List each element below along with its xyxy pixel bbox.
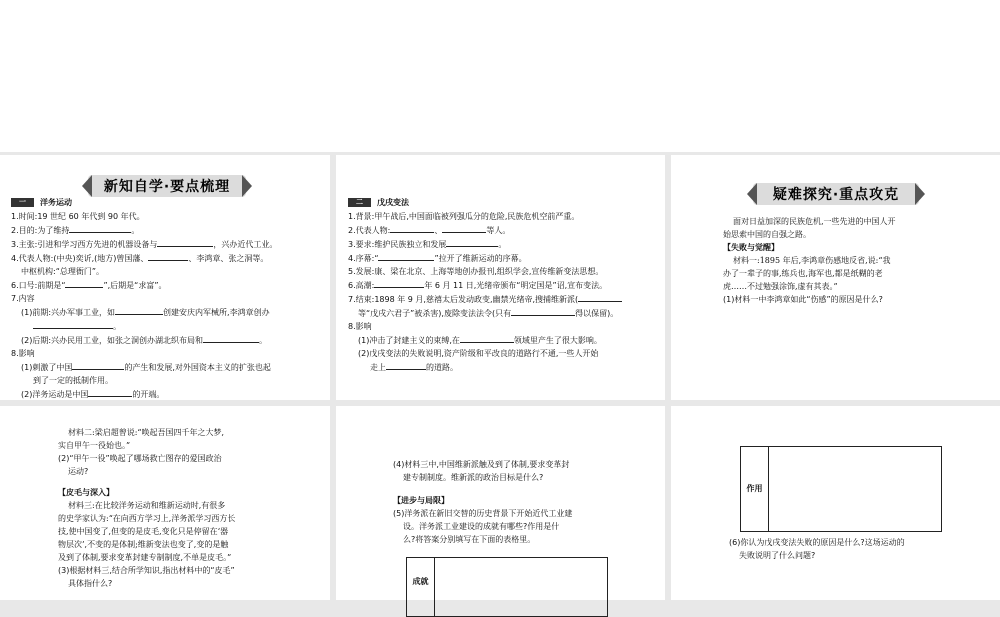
material-line: 实自甲午一役始也。” xyxy=(58,441,131,450)
question-line: (3)根据材料三,结合所学知识,指出材料中的“皮毛” xyxy=(58,566,235,575)
text-block xyxy=(11,210,323,400)
answer-blank[interactable] xyxy=(390,223,434,233)
answer-blank[interactable] xyxy=(374,278,424,288)
material-line: 材料一:1895 年后,李鸿章伤感地反省,说:“我 xyxy=(733,256,891,265)
question-line: (2)“甲午一役”唤起了哪场救亡图存的爱国政治 xyxy=(58,454,222,463)
text-block xyxy=(348,210,658,374)
banner-title: 新知自学·要点梳理 xyxy=(103,179,231,195)
text-line: 中枢机构:“总理衙门”。 xyxy=(21,267,104,276)
intro-line: 始思索中国的自强之路。 xyxy=(723,230,811,239)
material-line: 及到了体制,要求变革封建专制制度,不单是皮毛。” xyxy=(58,553,232,562)
answer-blank[interactable] xyxy=(511,306,575,316)
text-line: 到了一定的抵制作用。 xyxy=(33,376,113,385)
material-line: 技,使中国变了,但变的是皮毛,变化只是停留在‘器 xyxy=(58,527,229,536)
answer-blank[interactable] xyxy=(65,278,103,288)
text-line: 6.口号:前期是“ ”,后期是“求富”。 xyxy=(11,278,323,292)
answer-blank[interactable] xyxy=(148,251,188,261)
section-title: 戊戌变法 xyxy=(377,198,409,207)
banner-left-cap xyxy=(82,175,92,197)
section-number: 二 xyxy=(348,198,371,207)
answer-blank[interactable] xyxy=(446,237,498,247)
text-line: 1.时间:19 世纪 60 年代到 90 年代。 xyxy=(11,212,145,221)
text-line: 7.内容 xyxy=(11,294,35,303)
spacer xyxy=(393,484,643,494)
table-row-label: 作用 xyxy=(741,447,769,531)
subsection-title: 【失败与觉醒】 xyxy=(723,243,779,252)
section-heading xyxy=(11,197,323,208)
banner-right-cap xyxy=(242,175,252,197)
table-row-label: 成就 xyxy=(407,558,435,616)
text-line: 3.要求:维护民族独立和发展 。 xyxy=(348,237,658,251)
material-line: 材料三:在比较洋务运动和维新运动时,有很多 xyxy=(68,501,226,510)
section-number: 一 xyxy=(11,198,34,207)
answer-blank[interactable] xyxy=(460,333,514,343)
question-line: 运动? xyxy=(68,467,89,476)
answer-blank[interactable] xyxy=(157,237,213,247)
text-line: (2)洋务运动是中国 的开端。 xyxy=(11,387,323,400)
question-line: (4)材料三中,中国维新派触及到了体制,要求变革封 xyxy=(393,460,570,469)
banner-title: 疑难探究·重点攻克 xyxy=(772,187,900,203)
text-line: 3.主张:引进和学习西方先进的机器设备与 ，兴办近代工业。 xyxy=(11,237,323,251)
text-line: 4.代表人物:(中央)奕䜣,(地方)曾国藩、 、李鸿章、张之洞等。 xyxy=(11,251,323,265)
answer-blank[interactable] xyxy=(72,360,124,370)
text-line: (1)冲击了封建主义的束缚,在 领域里产生了很大影响。 xyxy=(348,333,658,347)
question-line: (5)洋务派在新旧交替的历史背景下开始近代工业建 xyxy=(393,509,573,518)
question-line: 失败说明了什么问题? xyxy=(739,551,816,560)
material-line: 的史学家认为:“在向西方学习上,洋务派学习西方长 xyxy=(58,514,236,523)
spacer xyxy=(58,478,298,486)
material-line: 虎……不过勉强涂饰,虚有其表。” xyxy=(723,282,838,291)
text-line: 走上 的道路。 xyxy=(348,360,658,374)
text-line: (2)戊戌变法的失败说明,资产阶级和平改良的道路行不通,一些人开始 xyxy=(358,349,599,358)
panel-inquiry xyxy=(671,155,1000,400)
answer-blank[interactable] xyxy=(88,387,132,397)
text-line: 。 xyxy=(11,319,323,333)
material-line: 物层次’,不变的是体制;维新变法也变了,变的是触 xyxy=(58,540,229,549)
text-line: 6.高潮: 年 6 月 11 日,光绪帝颁布“明定国是”诏,宣布变法。 xyxy=(348,278,658,292)
answer-blank[interactable] xyxy=(378,251,434,261)
answer-blank[interactable] xyxy=(33,319,113,329)
material-line: 材料二:梁启超曾说:“唤起吾国四千年之大梦, xyxy=(68,428,225,437)
banner-left-cap xyxy=(747,183,757,205)
answer-blank[interactable] xyxy=(442,223,486,233)
answer-blank[interactable] xyxy=(203,333,259,343)
text-line: 8.影响 xyxy=(11,349,35,358)
panel-reform xyxy=(336,155,665,400)
material-line: 办了一辈子的事,练兵也,海军也,都是纸糊的老 xyxy=(723,269,883,278)
question-line: (1)材料一中李鸿章如此“伤感”的原因是什么? xyxy=(723,295,883,304)
question-line: 建专制制度。维新派的政治目标是什么? xyxy=(403,473,544,482)
panel-materials xyxy=(0,406,330,600)
banner-right-cap xyxy=(915,183,925,205)
section-heading xyxy=(348,197,658,208)
answer-blank[interactable] xyxy=(115,305,163,315)
subsection-title: 【进步与局限】 xyxy=(393,496,449,505)
text-line: (1)刺激了中国 的产生和发展,对外国资本主义的扩张也起 xyxy=(11,360,323,374)
text-line: 5.发展:康、梁在北京、上海等地创办报刊,组织学会,宣传维新变法思想。 xyxy=(348,267,604,276)
section-banner xyxy=(88,175,246,197)
text-line: (1)前期:兴办军事工业，如 创建安庆内军械所,李鸿章创办 xyxy=(11,305,323,319)
panel-new-knowledge xyxy=(0,155,330,400)
answer-blank[interactable] xyxy=(578,292,622,302)
blank-header-area xyxy=(0,0,1000,152)
text-line: 2.代表人物: 、 等人。 xyxy=(348,223,658,237)
question-line: 具体指什么? xyxy=(68,579,113,588)
answer-blank[interactable] xyxy=(386,360,426,370)
text-line: 1.背景:甲午战后,中国面临被列强瓜分的危险,民族危机空前严重。 xyxy=(348,212,580,221)
text-line: 4.序幕:“ ”拉开了维新运动的序幕。 xyxy=(348,251,658,265)
answer-blank[interactable] xyxy=(69,223,131,233)
text-line: (2)后期:兴办民用工业，如张之洞创办湖北织布局和 。 xyxy=(11,333,323,347)
intro-line: 面对日益加深的民族危机,一些先进的中国人开 xyxy=(733,217,896,226)
section-banner xyxy=(753,183,919,205)
answer-table-achievements[interactable] xyxy=(406,557,608,617)
question-line: 么?将答案分别填写在下面的表格里。 xyxy=(403,535,536,544)
section-title: 洋务运动 xyxy=(40,198,72,207)
text-line: 2.目的:为了维持 。 xyxy=(11,223,323,237)
answer-table-role[interactable] xyxy=(740,446,942,532)
text-line: 等“戊戌六君子”被杀害),废除变法法令(只有 得以保留)。 xyxy=(348,306,658,320)
text-line: 8.影响 xyxy=(348,322,372,331)
question-line: 设。洋务派工业建设的成就有哪些?作用是什 xyxy=(403,522,560,531)
question-line: (6)你认为戊戌变法失败的原因是什么?这场运动的 xyxy=(729,538,905,547)
text-line: 7.结束:1898 年 9 月,慈禧太后发动政变,幽禁光绪帝,搜捕维新派( xyxy=(348,292,658,306)
subsection-title: 【皮毛与深入】 xyxy=(58,488,114,497)
